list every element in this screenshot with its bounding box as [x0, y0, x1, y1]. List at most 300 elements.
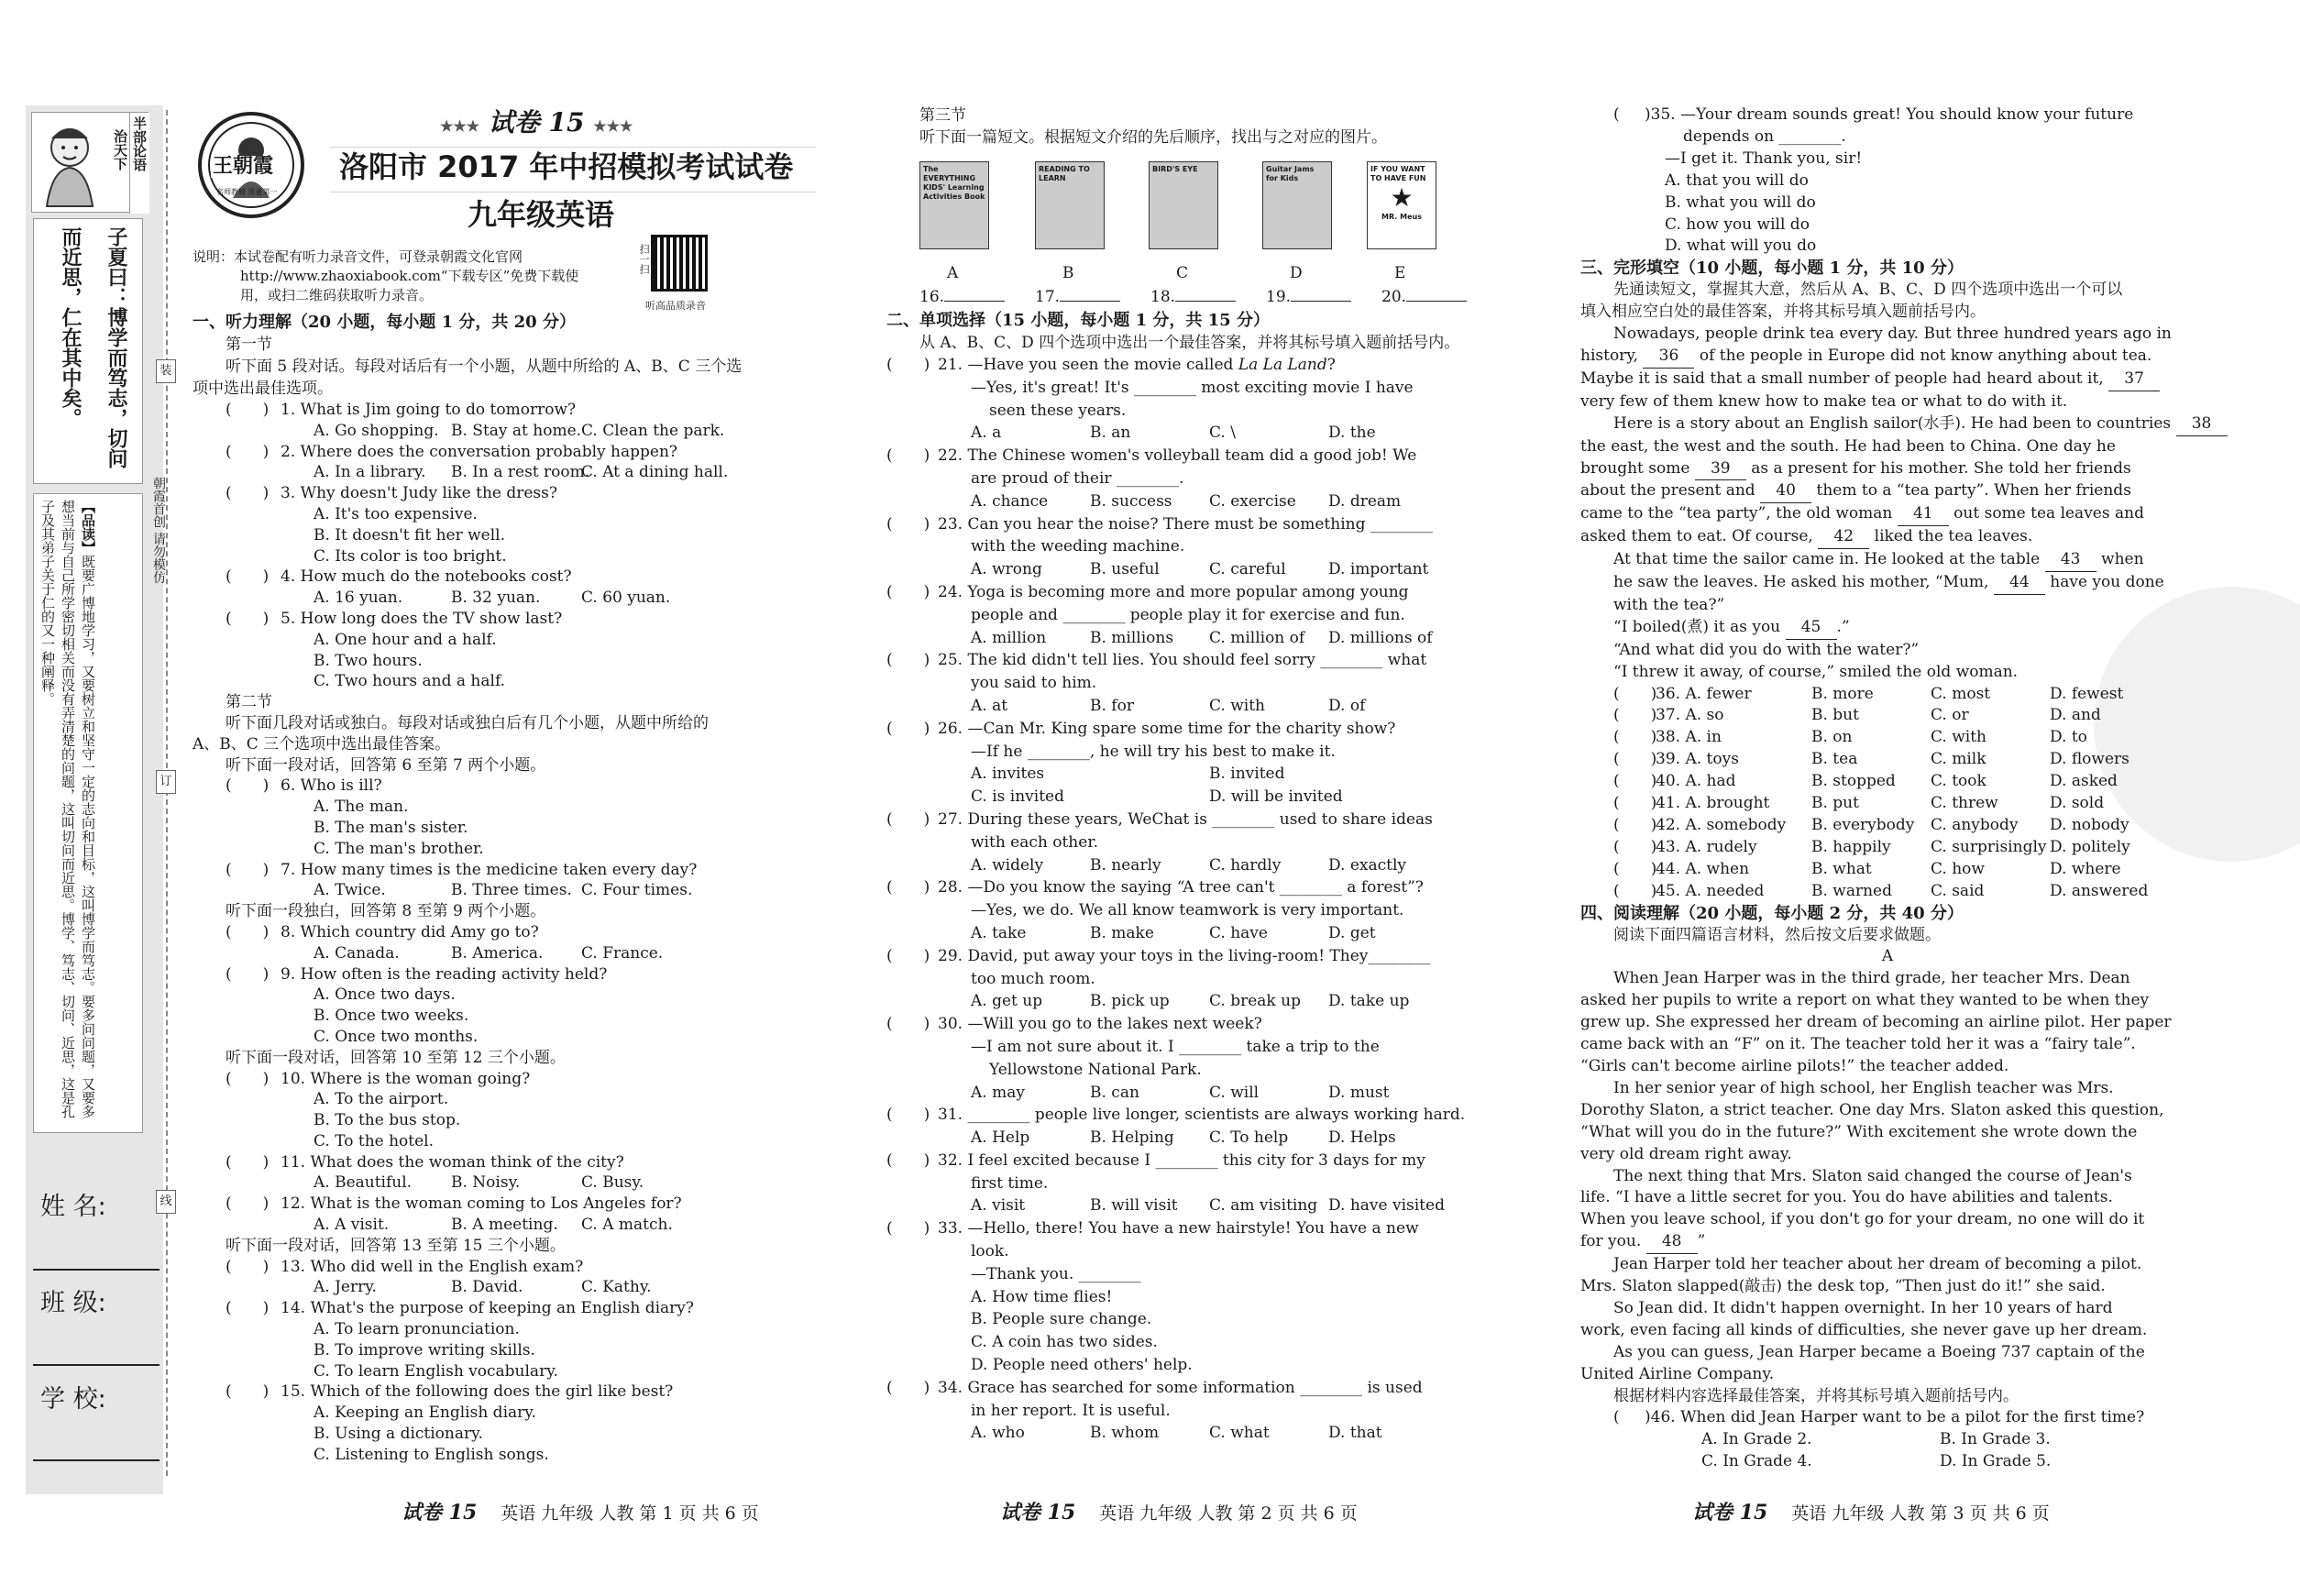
option-a[interactable]: A. widely: [971, 855, 1044, 875]
option-b[interactable]: B. whom: [1090, 1424, 1160, 1443]
option-d[interactable]: D. exactly: [1328, 855, 1407, 875]
option-c[interactable]: C. took: [1931, 772, 1986, 791]
book-title: The EVERYTHING KIDS' Learning Activities Book: [923, 165, 985, 201]
option: B. Two hours.: [314, 651, 423, 670]
option-b[interactable]: B. useful: [1090, 560, 1160, 579]
blank-field[interactable]: [1175, 301, 1236, 302]
option-c[interactable]: C. will: [1209, 1083, 1260, 1102]
option-a[interactable]: A. get up: [971, 992, 1043, 1011]
option-d[interactable]: D. of: [1328, 696, 1366, 715]
question-30: [886, 1013, 1499, 1036]
option-b[interactable]: B. warned: [1811, 881, 1893, 900]
option-d[interactable]: D. where: [2050, 859, 2121, 878]
option-a[interactable]: 39. A. toys: [1656, 750, 1739, 769]
option-a[interactable]: A. at: [971, 696, 1008, 715]
book-cover-d[interactable]: [1262, 161, 1332, 249]
option-c[interactable]: C. exercise: [1209, 491, 1296, 511]
part-2-desc-2: A、B、C 三个选项中选出最佳答案。: [193, 734, 451, 754]
option-c[interactable]: C. careful: [1209, 560, 1286, 579]
answer-bracket[interactable]: ( ): [886, 719, 930, 738]
name-field[interactable]: [33, 1269, 160, 1271]
answer-bracket[interactable]: ( ): [226, 964, 270, 984]
cloze-option-row: [1580, 705, 2195, 727]
answer-bracket[interactable]: ( ): [886, 582, 930, 601]
option-c[interactable]: C. 60 yuan.: [581, 589, 671, 608]
answer-bracket[interactable]: ( ): [226, 401, 270, 419]
page-1-footer: 试卷 15 英语 九年级 人教 第 1 页 共 6 页: [402, 1501, 759, 1524]
option-b[interactable]: B. but: [1811, 706, 1859, 725]
class-label: 班 级:: [40, 1289, 106, 1317]
answer-bracket[interactable]: ( ): [1613, 794, 1657, 813]
page1-content: [193, 312, 816, 1466]
answer-bracket[interactable]: ( ): [886, 446, 930, 466]
option: C. Its color is too bright.: [314, 546, 507, 566]
cloze-line: Nowadays, people drink tea every day. But three hundred years ago in: [1613, 325, 2172, 344]
book-letter: A: [947, 264, 959, 282]
answer-bracket[interactable]: ( ): [886, 356, 930, 374]
option-a[interactable]: 38. A. in: [1656, 728, 1722, 747]
option: A. To learn pronunciation.: [314, 1320, 520, 1339]
question-22: [886, 445, 1499, 468]
question-text: 30. —Will you go to the lakes next week?: [938, 1015, 1262, 1034]
option-b[interactable]: D. In Grade 5.: [1940, 1452, 2052, 1471]
listening-question: [193, 609, 816, 630]
answer-bracket[interactable]: ( ): [886, 1150, 930, 1170]
option-b[interactable]: B. In a rest room.: [451, 463, 590, 482]
option-d[interactable]: D. politely: [2050, 837, 2130, 856]
cloze-option-row: [1580, 749, 2195, 771]
option-a[interactable]: 43. A. rudely: [1656, 837, 1757, 856]
option-a[interactable]: C. In Grade 4.: [1701, 1452, 1812, 1471]
answer-bracket[interactable]: ( ): [886, 651, 930, 670]
option-b[interactable]: B. Helping: [1090, 1128, 1174, 1148]
option: D. People need others' help.: [971, 1356, 1193, 1375]
binding-mark-1: 装: [156, 359, 176, 383]
class-field[interactable]: [33, 1364, 160, 1366]
question-text: 3. Why doesn't Judy like the dress?: [281, 484, 557, 503]
answer-bracket[interactable]: ( ): [226, 567, 270, 587]
answer-bracket[interactable]: ( ): [1613, 859, 1657, 878]
option-b[interactable]: B. stopped: [1811, 772, 1896, 791]
option-d[interactable]: D. and: [2050, 706, 2101, 725]
option-d[interactable]: D. asked: [2050, 772, 2118, 791]
sidebar-top-labels: 半部论语: [131, 116, 148, 171]
option-d[interactable]: D. Helps: [1328, 1128, 1396, 1148]
question-text: 28. —Do you know the saying “A tree can't ________ a forest”?: [938, 878, 1424, 897]
option-d[interactable]: D. take up: [1328, 992, 1410, 1011]
option-d[interactable]: D. to: [2050, 728, 2087, 747]
answer-bracket[interactable]: ( ): [886, 1378, 930, 1397]
question-text: 26. —Can Mr. King spare some time for the charity show?: [938, 719, 1396, 738]
answer-bracket[interactable]: ( ): [226, 1299, 270, 1318]
option-b[interactable]: B. In Grade 3.: [1940, 1430, 2051, 1449]
option-b[interactable]: B. Three times.: [451, 881, 572, 900]
question-line: too much room.: [971, 969, 1095, 988]
listening-options: [193, 462, 816, 483]
passage-line: When you leave school, if you don't go for your dream, no one will do it: [1580, 1210, 2145, 1229]
option-b[interactable]: B. nearly: [1090, 855, 1161, 875]
option-d[interactable]: D. the: [1328, 424, 1376, 443]
passage-line: Mrs. Slaton slapped(敲击) the desk top, “Then just do it!” she said.: [1580, 1277, 2106, 1296]
answer-bracket[interactable]: ( ): [1613, 750, 1657, 769]
option-c[interactable]: C. have: [1209, 923, 1268, 942]
option-d[interactable]: D. millions of: [1328, 628, 1433, 647]
cloze-blank-38[interactable]: 38: [2176, 413, 2228, 436]
question-text: 5. How long does the TV show last?: [281, 609, 563, 628]
option-b[interactable]: B. David.: [451, 1278, 523, 1297]
answer-bracket[interactable]: ( ): [1613, 837, 1657, 856]
section-3-desc-2: 填入相应空白处的最佳答案，并将其标号填入题前括号内。: [1580, 303, 1986, 322]
qr-side-note: 扫一扫: [638, 244, 650, 274]
question-33: [886, 1217, 1499, 1240]
option-c[interactable]: C. threw: [1931, 794, 1998, 813]
passage-line: work, even facing all kinds of difficulties, she never gave up her dream.: [1580, 1320, 2148, 1339]
option-a[interactable]: A. Jerry.: [314, 1278, 377, 1297]
option-b[interactable]: B. an: [1090, 424, 1131, 443]
passage-line: asked her pupils to write a report on what they wanted to be when they: [1580, 991, 2150, 1010]
blank-field[interactable]: [944, 301, 1005, 302]
option-a[interactable]: A. million: [971, 628, 1047, 647]
option-a[interactable]: A. invites: [971, 765, 1045, 784]
option: D. what will you do: [1665, 237, 1817, 256]
option-c[interactable]: C. Kathy.: [581, 1278, 652, 1297]
cloze-blank-41[interactable]: 41: [1898, 503, 1949, 526]
question-line: look.: [971, 1242, 1009, 1261]
option-b[interactable]: B. Noisy.: [451, 1173, 521, 1193]
option-a[interactable]: A. chance: [971, 491, 1049, 511]
option: C. A coin has two sides.: [971, 1333, 1158, 1352]
option-a[interactable]: A. Go shopping.: [314, 421, 439, 440]
answer-bracket[interactable]: ( ): [886, 946, 930, 965]
option-b[interactable]: B. 32 yuan.: [451, 589, 541, 608]
options: [886, 786, 1499, 809]
answer-bracket[interactable]: ( ): [226, 776, 270, 796]
question-text: 25. The kid didn't tell lies. You should feel sorry ________ what: [938, 651, 1427, 670]
option-a[interactable]: 45. A. needed: [1656, 881, 1765, 900]
sidebar-comment-box: [33, 493, 143, 1133]
question-text: )35. —Your dream sounds great! You should know your future: [1645, 105, 2134, 124]
answer-bracket[interactable]: ( ): [226, 484, 270, 503]
option-c[interactable]: C. Clean the park.: [581, 421, 725, 440]
option-c[interactable]: C. or: [1931, 706, 1969, 725]
answer-blanks-16-20: [919, 286, 1499, 308]
option-b[interactable]: B. can: [1090, 1083, 1139, 1102]
answer-bracket[interactable]: ( ): [226, 442, 270, 461]
option: A. To the airport.: [314, 1090, 449, 1109]
option-a[interactable]: A. take: [971, 923, 1027, 942]
option-d[interactable]: D. have visited: [1328, 1196, 1445, 1216]
option: A. Keeping an English diary.: [314, 1403, 537, 1423]
option-a[interactable]: A. who: [971, 1424, 1025, 1443]
option-a[interactable]: A. A visit.: [314, 1216, 390, 1235]
answer-bracket[interactable]: ( ): [1613, 816, 1657, 834]
page-2: [886, 0, 1499, 1596]
option-c[interactable]: C. hardly: [1209, 855, 1282, 875]
blank-field[interactable]: [1060, 301, 1120, 302]
book-letter: B: [1062, 264, 1074, 282]
option-a[interactable]: 40. A. had: [1656, 772, 1736, 791]
option-c[interactable]: C. To help: [1209, 1128, 1289, 1148]
option-a[interactable]: A. In Grade 2.: [1701, 1430, 1812, 1449]
option-a[interactable]: A. 16 yuan.: [314, 589, 403, 608]
option-d[interactable]: D. nobody: [2050, 816, 2129, 834]
question-line: —Yes, it's great! It's ________ most exciting movie I have: [971, 378, 1414, 397]
school-field[interactable]: [33, 1459, 160, 1461]
sidebar-comment: 【品读】既要广博地学习，又要树立和坚守一定的志向和目标，这叫博学而笃志。要多问问题，又要多想当前与自己所学密切相关而没有弄清楚的问题，这叫切问而近思。博学、笃志、切问、近思，这是孔子及其弟子关于仁的又一种阐释。: [39, 500, 96, 1118]
option-b[interactable]: B. A meeting.: [451, 1216, 558, 1235]
listening-question: [193, 483, 816, 504]
answer-bracket[interactable]: (: [1613, 1408, 1651, 1427]
option-b[interactable]: B. tea: [1811, 750, 1858, 769]
answer-bracket[interactable]: ( ): [226, 1152, 270, 1172]
cloze-blank-45[interactable]: 45: [1786, 617, 1837, 640]
option: C. Listening to English songs.: [314, 1445, 549, 1464]
option-a[interactable]: A. Beautiful.: [314, 1173, 413, 1193]
option-c[interactable]: C. break up: [1209, 992, 1301, 1011]
question-text: 2. Where does the conversation probably happen?: [281, 442, 678, 461]
question-line: in her report. It is useful.: [971, 1401, 1171, 1420]
answer-bracket[interactable]: ( ): [886, 878, 930, 897]
options: [886, 763, 1499, 786]
answer-bracket[interactable]: ( ): [226, 609, 270, 628]
option-b[interactable]: B. everybody: [1811, 816, 1915, 834]
question-text: 34. Grace has searched for some information ________ is used: [938, 1378, 1423, 1397]
single-choice-questions: [886, 354, 1499, 1445]
option-c[interactable]: C. with: [1931, 728, 1986, 747]
option-b[interactable]: B. pick up: [1090, 992, 1170, 1011]
book-cover-e[interactable]: [1367, 161, 1436, 249]
question-text: 32. I feel excited because I ________ this city for 3 days for my: [938, 1150, 1425, 1170]
option-a[interactable]: A. Canada.: [314, 943, 400, 963]
question-line: —Yes, we do. We all know teamwork is very important.: [971, 901, 1404, 920]
section-4-desc: 阅读下面四篇语言材料，然后按文后要求做题。: [1613, 925, 1941, 944]
option-a[interactable]: 41. A. brought: [1656, 794, 1770, 813]
question-text: 33. —Hello, there! You have a new hairstyle! You have a new: [938, 1219, 1419, 1238]
book-title: BIRD'S EYE: [1152, 165, 1198, 173]
option-d[interactable]: D. important: [1328, 560, 1429, 579]
option-b[interactable]: B. America.: [451, 943, 544, 963]
cloze-line: “I boiled(煮) it as you 45 .”: [1580, 617, 2195, 640]
book-cover-b[interactable]: [1035, 161, 1105, 249]
answer-bracket[interactable]: ( ): [886, 514, 930, 534]
option-d[interactable]: D. must: [1328, 1083, 1390, 1102]
cloze-line: “And what did you do with the water?”: [1613, 640, 1920, 659]
option-b[interactable]: B. Stay at home.: [451, 421, 582, 440]
part-3-label: 第三节: [919, 106, 966, 125]
option-d[interactable]: D. dream: [1328, 491, 1402, 511]
option-c[interactable]: C. anybody: [1931, 816, 2019, 834]
answer-bracket[interactable]: (: [1613, 105, 1651, 124]
option-c[interactable]: C. am visiting: [1209, 1196, 1318, 1216]
cloze-blank-44[interactable]: 44: [1994, 572, 2045, 595]
option-c[interactable]: C. said: [1931, 881, 1985, 900]
options: [886, 490, 1499, 513]
passage-line: United Airline Company.: [1580, 1364, 1775, 1383]
option-a[interactable]: A. visit: [971, 1196, 1026, 1216]
option-a[interactable]: A. wrong: [971, 560, 1042, 579]
answer-bracket[interactable]: ( ): [226, 1382, 270, 1402]
section-1-heading: 一、听力理解（20 小题，每小题 1 分，共 20 分）: [193, 313, 576, 332]
option-c[interactable]: C. most: [1931, 684, 1991, 703]
answer-bracket[interactable]: ( ): [226, 860, 270, 879]
page-3-footer: 试卷 15 英语 九年级 人教 第 3 页 共 6 页: [1692, 1501, 2050, 1524]
question-text: 31. ________ people live longer, scientists are always working hard.: [938, 1106, 1466, 1125]
question-text: 7. How many times is the medicine taken every day?: [281, 860, 698, 879]
part-1-desc: 听下面 5 段对话。每段对话后有一个小题，从题中所给的 A、B、C 三个选: [226, 358, 743, 376]
cloze-line: history, 36 of the people in Europe did not know anything about tea.: [1580, 346, 2195, 369]
answer-bracket[interactable]: ( ): [886, 1015, 930, 1034]
question-line: are proud of their ________.: [971, 468, 1184, 488]
option-c[interactable]: C. with: [1209, 696, 1265, 715]
option-b[interactable]: B. invited: [1209, 765, 1285, 784]
section-3-desc: 先通读短文，掌握其大意，然后从 A、B、C、D 四个选项中选出一个可以: [1613, 281, 2123, 300]
option-a[interactable]: 42. A. somebody: [1656, 816, 1787, 834]
cloze-blank-36[interactable]: 36: [1643, 346, 1694, 369]
question-line: first time.: [971, 1173, 1049, 1193]
answer-blank: [919, 286, 1035, 308]
book-cover-a[interactable]: [919, 161, 989, 249]
question-text: 13. Who did well in the English exam?: [281, 1257, 584, 1276]
listening-question: [193, 1298, 816, 1319]
option-c[interactable]: C. surprisingly: [1931, 837, 2047, 856]
question-text: 22. The Chinese women's volleyball team did a good job! We: [938, 446, 1417, 466]
option-a[interactable]: A. may: [971, 1083, 1025, 1102]
passage-blank-48[interactable]: 48: [1646, 1231, 1698, 1254]
section-2-desc: 从 A、B、C、D 四个选项中选出一个最佳答案，并将其标号填入题前括号内。: [919, 334, 1460, 352]
passage-line: So Jean did. It didn't happen overnight. In her 10 years of hard: [1613, 1298, 2113, 1317]
star-icon: ★: [1390, 182, 1414, 213]
blank-number: 19.: [1266, 288, 1292, 306]
option-c[interactable]: C. France.: [581, 943, 664, 963]
cloze-blank-37[interactable]: 37: [2108, 369, 2160, 391]
option-b[interactable]: B. will visit: [1090, 1196, 1178, 1216]
question-line: —I get it. Thank you, sir!: [1665, 149, 1863, 168]
options: [886, 1194, 1499, 1217]
option-a[interactable]: C. is invited: [971, 787, 1064, 807]
answer-bracket[interactable]: ( ): [226, 1257, 270, 1276]
option-a[interactable]: 36. A. fewer: [1656, 684, 1752, 703]
blank-field[interactable]: [1406, 301, 1467, 302]
option: A. The man.: [314, 798, 409, 817]
cloze-line: about the present and 40 them to a “tea party”. When her friends: [1580, 480, 2195, 503]
option-a[interactable]: A. a: [971, 424, 1002, 443]
question-31: [886, 1104, 1499, 1127]
option-d[interactable]: D. answered: [2050, 881, 2149, 900]
passage-line: very old dream right away.: [1580, 1144, 1792, 1163]
answer-bracket[interactable]: ( ): [1613, 706, 1657, 725]
option-c[interactable]: C. At a dining hall.: [581, 463, 729, 482]
cloze-option-row: [1580, 793, 2195, 815]
option-a[interactable]: A. In a library.: [314, 463, 426, 482]
option-b[interactable]: B. more: [1811, 684, 1874, 703]
option-a[interactable]: 44. A. when: [1656, 859, 1750, 878]
question-32: [886, 1150, 1499, 1172]
option-d[interactable]: D. sold: [2050, 794, 2105, 813]
group-heading: 听下面一段对话，回答第 6 至第 7 两个小题。: [226, 755, 546, 775]
option-c[interactable]: C. A match.: [581, 1216, 673, 1235]
passage-line: came back with an “F” on it. The teacher told her it was a “fairy tale”.: [1580, 1035, 2136, 1054]
answer-bracket[interactable]: ( ): [1613, 728, 1657, 747]
binding-mark-2: 订: [156, 770, 176, 794]
binding-mark-3: 线: [156, 1190, 176, 1214]
answer-bracket[interactable]: ( ): [886, 1219, 930, 1238]
option-b[interactable]: B. happily: [1811, 837, 1891, 856]
options: [886, 558, 1499, 581]
page2-top: [919, 105, 1499, 149]
option-c[interactable]: C. \: [1209, 424, 1236, 443]
answer-bracket[interactable]: ( ): [1613, 684, 1657, 703]
option-b[interactable]: B. put: [1811, 794, 1859, 813]
option-a[interactable]: 37. A. so: [1656, 706, 1724, 725]
option-d[interactable]: D. fewest: [2050, 684, 2124, 703]
question-text: 4. How much do the notebooks cost?: [281, 567, 572, 587]
logo-sub: 名师教辅 质量第一: [216, 188, 278, 196]
options: [886, 1127, 1499, 1150]
answer-blank: [1035, 286, 1150, 308]
option-b[interactable]: B. make: [1090, 923, 1154, 942]
option-b[interactable]: B. millions: [1090, 628, 1174, 647]
cloze-blank-40[interactable]: 40: [1760, 480, 1811, 503]
option-b[interactable]: B. on: [1811, 728, 1853, 747]
option: A. Once two days.: [314, 985, 456, 1005]
blank-field[interactable]: [1291, 301, 1351, 302]
answer-bracket[interactable]: ( ): [1613, 772, 1657, 791]
group-heading: 听下面一段独白，回答第 8 至第 9 两个小题。: [226, 902, 546, 921]
option-c[interactable]: C. milk: [1931, 750, 1986, 769]
option-c[interactable]: C. Four times.: [581, 881, 693, 900]
question-text: 21. —Have you seen the movie called La La Land?: [938, 356, 1336, 374]
cloze-blank-43[interactable]: 43: [2045, 549, 2096, 572]
option-a[interactable]: A. Twice.: [314, 881, 386, 900]
sidebar-motto-box: [31, 112, 149, 213]
qr-code[interactable]: [651, 235, 708, 292]
cloze-line: Here is a story about an English sailor(水手). He had been to countries 38: [1580, 413, 2195, 436]
answer-bracket[interactable]: ( ): [886, 1106, 930, 1125]
answer-bracket[interactable]: ( ): [226, 922, 270, 941]
cloze-blank-39[interactable]: 39: [1695, 458, 1746, 481]
answer-bracket[interactable]: ( ): [226, 1194, 270, 1214]
option-b[interactable]: B. success: [1090, 491, 1172, 511]
option-b[interactable]: D. will be invited: [1209, 787, 1343, 807]
cloze-line: asked them to eat. Of course, 42 liked the tea leaves.: [1580, 526, 2195, 549]
option-c[interactable]: C. Busy.: [581, 1173, 644, 1193]
option-d[interactable]: D. that: [1328, 1424, 1382, 1443]
option: B. People sure change.: [971, 1310, 1152, 1329]
option: C. To learn English vocabulary.: [314, 1361, 558, 1381]
option-c[interactable]: C. million of: [1209, 628, 1305, 647]
option-d[interactable]: D. flowers: [2050, 750, 2129, 769]
part-1-label: 第一节: [226, 336, 272, 354]
cloze-line: brought some 39 as a present for his mother. She told her friends: [1580, 458, 2195, 481]
cloze-blank-42[interactable]: 42: [1818, 526, 1869, 549]
book-cover-c[interactable]: [1149, 161, 1218, 249]
passage-line: When Jean Harper was in the third grade, her teacher Mrs. Dean: [1613, 969, 2130, 988]
question-text: 11. What does the woman think of the city?: [281, 1152, 624, 1172]
option-c[interactable]: C. how: [1931, 859, 1985, 878]
options: [886, 422, 1499, 445]
answer-bracket[interactable]: ( ): [886, 809, 930, 829]
option-b[interactable]: B. for: [1090, 696, 1134, 715]
option-a[interactable]: A. Help: [971, 1128, 1030, 1148]
book-title: READING TO LEARN: [1039, 165, 1090, 182]
option-b[interactable]: B. what: [1811, 859, 1872, 878]
option-d[interactable]: D. get: [1328, 923, 1376, 942]
answer-bracket[interactable]: ( ): [1613, 881, 1657, 900]
option-c[interactable]: C. what: [1209, 1424, 1270, 1443]
answer-bracket[interactable]: ( ): [226, 1069, 270, 1088]
option: B. To the bus stop.: [314, 1111, 461, 1130]
book-letter: C: [1176, 264, 1189, 282]
